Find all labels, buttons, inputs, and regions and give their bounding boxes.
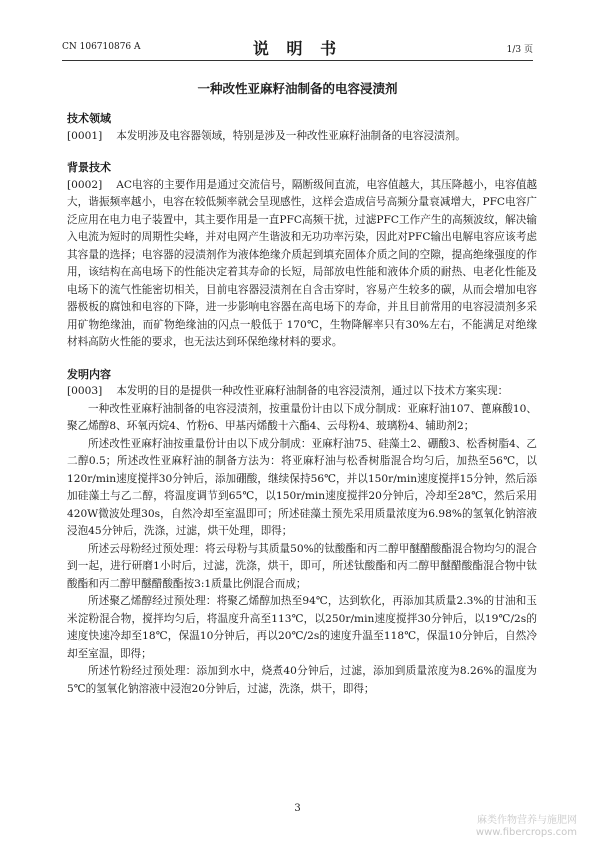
section-heading: 发明内容 bbox=[67, 367, 111, 381]
paragraph bbox=[67, 128, 537, 146]
document-body bbox=[67, 110, 537, 698]
paragraph-number: [0001] bbox=[67, 129, 103, 142]
publication-number: CN 106710876 A bbox=[62, 42, 141, 52]
watermark-line: 麻类作物营养与施肥网 bbox=[477, 815, 577, 826]
document-title: 一种改性亚麻籽油制备的电容浸渍剂 bbox=[197, 81, 398, 96]
paragraph bbox=[67, 383, 537, 401]
paragraph: 一种改性亚麻籽油制备的电容浸渍剂，按重量份计由以下成分制成：亚麻籽油107、蓖麻酸10、聚乙烯醇8、环氧丙烷4、竹粉6、甲基丙烯酸十六酯4、云母粉4、玻璃粉4、辅助剂2； bbox=[67, 402, 537, 432]
paragraph: 所述竹粉经过预处理：添加到水中，烧煮40分钟后，过滤，添加到质量浓度为8.26%的温度为5℃的氢氧化钠溶液中浸泡20分钟后，过滤，洗涤，烘干，即得； bbox=[67, 665, 537, 695]
paragraph bbox=[67, 177, 537, 352]
header-divider bbox=[62, 60, 533, 61]
page-header bbox=[62, 36, 533, 58]
paragraph-text: 本发明的目的是提供一种改性亚麻籽油制备的电容浸渍剂，通过以下技术方案实现： bbox=[116, 385, 509, 397]
paragraph-text: 本发明涉及电容器领域，特别是涉及一种改性亚麻籽油制备的电容浸渍剂。 bbox=[116, 129, 466, 142]
paragraph-number: [0002] bbox=[67, 178, 103, 191]
page-info: 1/3 页 bbox=[506, 45, 533, 55]
document-type: 说 明 书 bbox=[252, 39, 343, 58]
section-heading: 背景技术 bbox=[67, 161, 111, 174]
paragraph: 所述改性亚麻籽油按重量份计由以下成分制成：亚麻籽油75、硅藻土2、硼酸3、松香树脂4、乙二醇0.5；所述改性亚麻籽油的制备方法为：将亚麻籽油与松香树脂混合均匀后，加热至56℃，以120r/min速度搅拌30分钟后，添加硼酸，继续保持56℃，并以150r/min速度搅拌15分钟，然后添加硅藻土与乙二醇，将温度调节到65℃，以150r/min速度搅拌20分钟后，冷却至28℃，然后采用420W微波处理30s，自然冷却至室温即可；所述硅藻土预先采用质量浓度为6.98%的氢氧化钠溶液浸泡45分钟后，洗涤，过滤，烘干处理，即得； bbox=[67, 437, 537, 537]
paragraph: 所述聚乙烯醇经过预处理：将聚乙烯醇加热至94℃，达到软化，再添加其质量2.3%的甘油和玉米淀粉混合物，搅拌均匀后，将温度升高至113℃，以250r/min速度搅拌30分钟后，以19℃/2s的速度快速冷却至18℃，保温10分钟后，再以20℃/2s的速度升温至118℃，保温10分钟后，自然冷却至室温，即得； bbox=[67, 595, 537, 660]
paragraph: 所述云母粉经过预处理：将云母粉与其质量50%的钛酸酯和丙二醇甲醚醋酸酯混合物均匀的混合到一起，进行研磨1小时后，过滤，洗涤，烘干，即可，所述钛酸酯和丙二醇甲醚醋酸酯混合物中钛酸酯和丙二醇甲醚醋酸酯按3:1质量比例混合而成； bbox=[67, 542, 537, 590]
page-number: 3 bbox=[294, 803, 301, 814]
paragraph-number: [0003] bbox=[67, 385, 103, 397]
section-heading: 技术领域 bbox=[67, 112, 111, 125]
paragraph-text: AC电容的主要作用是通过交流信号，隔断级间直流，电容值越大，其压降越小，电容值越大，谐振频率越小，电容在较低频率就会呈现感性，这样会造成信号高频分量衰减增大，PFC电容广泛应用在电力电子装置中，其主要作用是一直PFC高频干扰，过滤PFC工作产生的高频波纹，解决输入电流为短时的周期性尖峰，并对电网产生谐波和无功功率污染，因此对PFC输出电解电容应该考虑其容量的选择；电容器的浸渍剂作为液体绝缘介质起到填充固体介质之间的空隙，提高绝缘强度的作用，该结构在高电场下的性能决定着其寿命的长短，局部放电性能和液体介质的耐热、电老化性能及电场下的流气性能密切相关，目前电容器浸渍剂在自含击穿时，容易产生较多的碳，从而会增加电容器极板的腐蚀和电容的下降，进一步影响电容器在高电场下的寿命，并且目前常用的电容浸渍剂多采用矿物绝缘油，而矿物绝缘油的闪点一般低于 170℃，生物降解率只有30%左右，不能满足对绝缘材料高防火性能的要求，也无法达到环保绝缘材料的要求。 bbox=[67, 178, 537, 348]
watermark-line: www.fibercrops.com bbox=[475, 827, 577, 838]
watermark bbox=[476, 815, 577, 839]
